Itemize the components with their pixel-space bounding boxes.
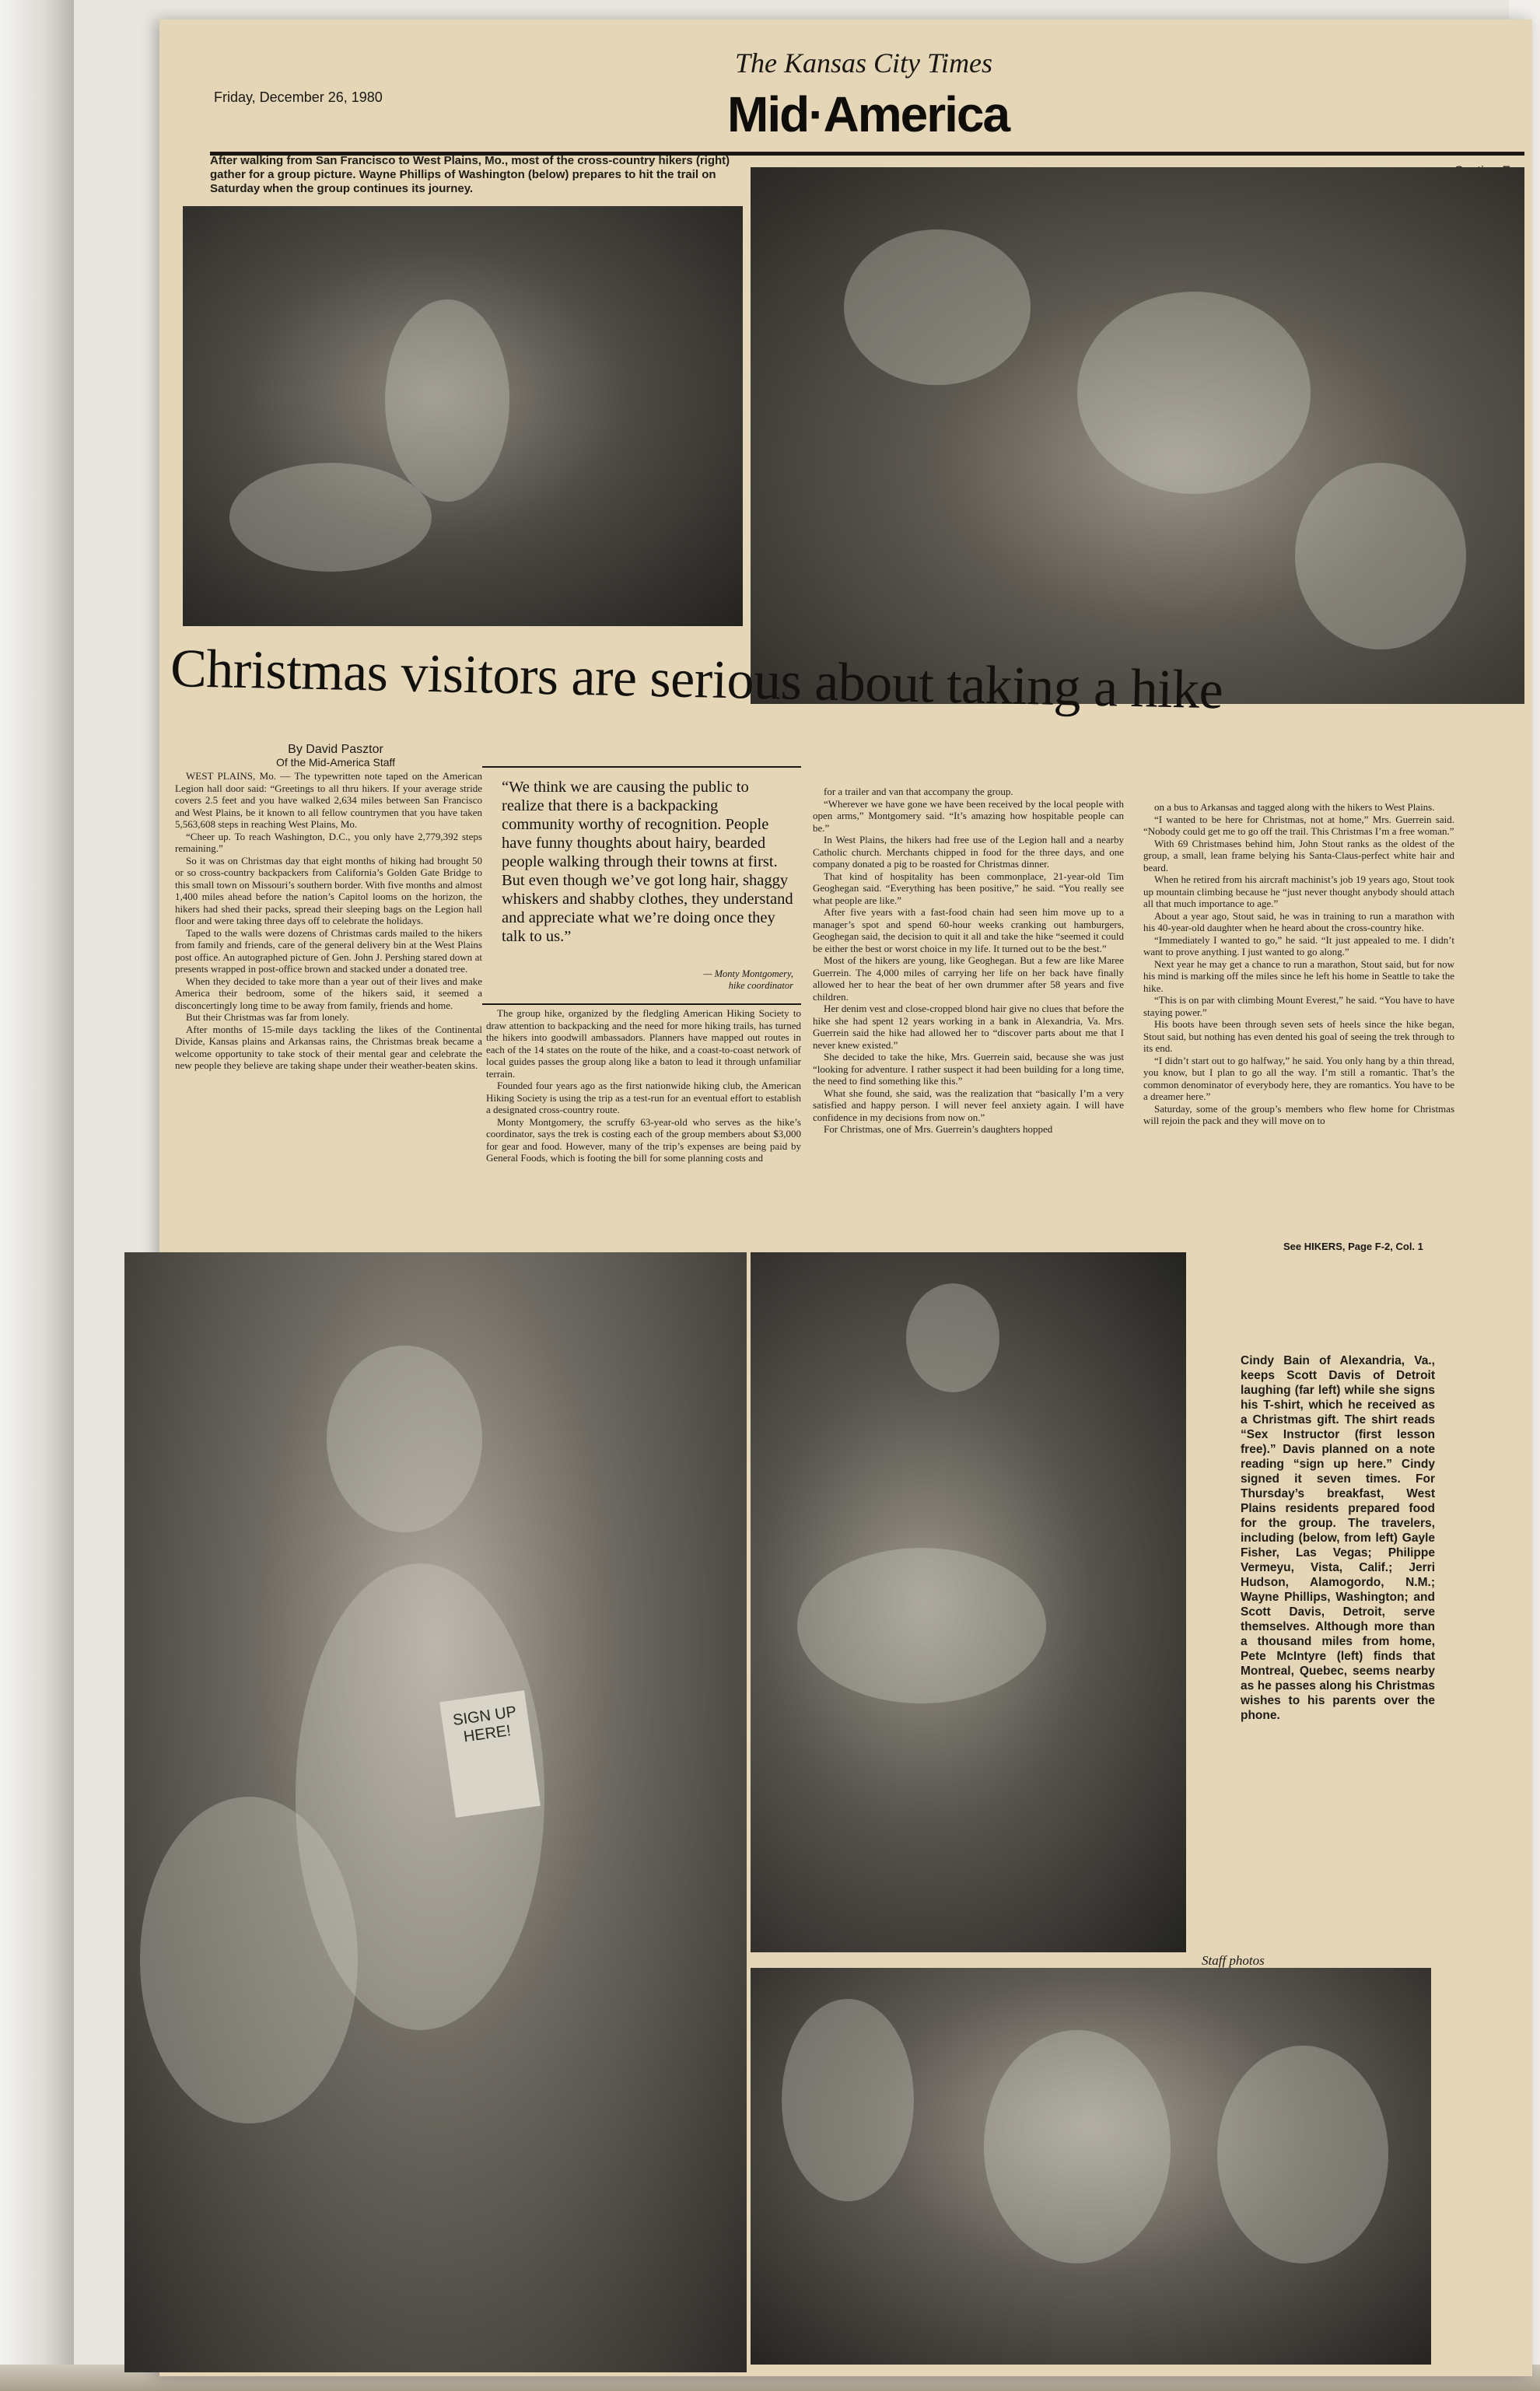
pull-quote-attribution — [603, 968, 793, 992]
credit-line-1: Staff photos — [1202, 1953, 1265, 1968]
paragraph: About a year ago, Stout said, he was in training to run a marathon with his 40-year-old daughter when he heard about the cross-country hike. — [1143, 909, 1454, 933]
paragraph: Next year he may get a chance to run a marathon, Stout said, but for now his mind is marking off the miles since he left his home in Seattle to take the hike. — [1143, 957, 1454, 994]
paragraph: Taped to the walls were dozens of Christmas cards mailed to the hikers from family and friends, care of the general delivery bin at the West Plains post office. An autographed picture of Gen. John J. Pershing stared down at presents wrapped in post-office brown and stacked under a donated tree. — [175, 926, 482, 975]
paragraph: WEST PLAINS, Mo. — The typewritten note taped on the American Legion hall door said: “Greetings to all thru hikers. If your average stride covers 2.5 feet and you have walked 2,634 miles between San Francisco and West Plains, be it known to all fellow countrymen that you have taken 5,563,608 steps in reaching West Plains, Mo. — [175, 770, 482, 830]
pull-quote-rule-top — [482, 766, 801, 768]
paragraph: After months of 15-mile days tackling the likes of the Continental Divide, Kansas plains and Arkansas rains, the Christmas break became a welcome opportunity to take stock of their mental gear and celebrate the new people they believe are taking shape under their weather-beaten skins. — [175, 1023, 482, 1071]
article-column-3 — [813, 786, 1124, 1276]
paragraph: His boots have been through seven sets of heels since the hike began, Stout said, but nothing has even dented his goal of seeing the trek through to its end. — [1143, 1018, 1454, 1054]
paragraph: What she found, she said, was the realization that “basically I’m a very satisfied and happy person. I will never feel anxiety again. I will have confidence in my decisions from now on.” — [813, 1087, 1124, 1123]
paragraph: But their Christmas was far from lonely. — [186, 1011, 349, 1023]
paragraph: Monty Montgomery, the scruffy 63-year-old who serves as the hike’s coordinator, says the trek is costing each of the group members about $3,000 for gear and food. However, many of the trip’s expenses are being paid by General Foods, which is footing the bill for some planning costs and — [486, 1115, 801, 1164]
paragraph: Her denim vest and close-cropped blond hair give no clues that before the hike she had spent 12 years working in a bank in Alexandria, Va. Mrs. Guerrein said the hike had allowed her to “discover parts about me that I never knew existed.” — [813, 1003, 1124, 1051]
byline — [276, 743, 395, 769]
dateline: Friday, December 26, 1980 — [214, 89, 383, 105]
attribution-title: hike coordinator — [728, 980, 793, 991]
attribution-name: — Monty Montgomery, — [703, 968, 793, 979]
pull-quote: “We think we are causing the public to realize that there is a backpacking community worthy of recognition. People have funny thoughts about hairy, bearded people walking through their towns at first. But even though we’ve got long hair, shaggy whiskers and shabby clothes, they understand and appreciate what we’re doing once they talk to us.” — [502, 779, 793, 945]
paragraph: “Wherever we have gone we have been received by the local people with open arms,” Montgomery said. “It’s amazing how hospitable people can be.” — [813, 797, 1124, 834]
masthead: The Kansas City Times — [735, 47, 993, 79]
paragraph: “Cheer up. To reach Washington, D.C., you only have 2,779,392 steps remaining.” — [175, 830, 482, 854]
photo-hiker-packing — [183, 206, 743, 626]
paragraph: Most of the hikers are young, like Geoghegan. But a few are like Maree Guerrein. The 4,000 miles of carrying her life on her back have finally allowed her to hear the beat of her own drummer after 58 years and five children. — [813, 954, 1124, 1003]
byline-staff: Of the Mid-America Staff — [276, 756, 396, 768]
paragraph: After five years with a fast-food chain had seen him move up to a manager’s spot and spend 60-hour weeks cranking out hamburgers, Geoghegan said, the decision to quit it all and take the hike “seemed it could be either the best or worst choice in my life. It turned out to be the best.” — [813, 906, 1124, 954]
paragraph: When he retired from his aircraft machinist’s job 19 years ago, Stout took up mountain climbing because he “just never thought anybody should attach all that much importance to age.” — [1143, 873, 1454, 909]
photo-phone-call — [751, 1252, 1186, 1952]
photo-breakfast — [751, 1968, 1431, 2365]
binder-edge — [0, 0, 74, 2391]
paragraph: Saturday, some of the group’s members who flew home for Christmas will rejoin the pack and they will move on to — [1143, 1102, 1454, 1126]
paragraph: for a trailer and van that accompany the group. — [824, 786, 1013, 797]
article-column-1 — [175, 770, 482, 1206]
paragraph: “This is on par with climbing Mount Everest,” he said. “You have to have staying power.” — [1143, 994, 1454, 1018]
article-column-4 — [1143, 801, 1454, 1213]
photo-laughing-hiker — [124, 1252, 747, 2372]
paragraph: “I didn’t start out to go halfway,” he said. You only hang by a thin thread, you know, but I plan to go all the way. I’m still a romantic. That’s the common denominator of everybody here, they are romantics. You have to be a dreamer here.” — [1143, 1054, 1454, 1102]
paragraph: So it was on Christmas day that eight months of hiking had brought 50 or so cross-country backpackers from California’s Golden Gate Bridge to this small town on Missouri’s southern border. With five months and almost 1,400 miles ahead before the nation’s Capitol looms on the horizon, the hikers had shed their packs, spread their sleeping bags on the Legion hall floor and were taking three days off to celebrate the holidays. — [175, 854, 482, 926]
paragraph: For Christmas, one of Mrs. Guerrein’s daughters hopped — [824, 1123, 1053, 1135]
byline-name: By David Pasztor — [288, 743, 383, 756]
paragraph: In West Plains, the hikers had free use of the Legion hall and a nearby Catholic church. Merchants chipped in food for the three days, and one company donated a pig to be roasted for Christmas dinner. — [813, 834, 1124, 870]
sign-up-note: SIGN UP HERE! — [439, 1690, 541, 1818]
photo-group-hikers — [751, 167, 1524, 704]
side-photo-caption: Cindy Bain of Alexandria, Va., keeps Scott Davis of Detroit laughing (far left) while she signs his T-shirt, which he received as a Christmas gift. The shirt reads “Sex Instructor (first lesson free).” Davis planned on a note reading “sign up here.” Cindy signed it seven times. For Thursday’s breakfast, West Plains residents prepared food for the group. The travelers, including (below, from left) Gayle Fisher, Las Vegas; Philippe Vermeyu, Vista, Calif.; Jerri Hudson, Alamogordo, N.M.; Wayne Phillips, Washington; and Scott Davis, Detroit, serve themselves. Although more than a thousand miles from home, Pete McIntyre (left) finds that Montreal, Quebec, seems nearby as he passes along his Christmas wishes to his parents over the phone. — [1241, 1354, 1435, 1722]
paragraph: The group hike, organized by the fledgling American Hiking Society to draw attention to backpacking and the need for more hiking trails, has turned the hikers into goodwill ambassadors. Planners have mapped out routes in each of the 14 states on the route of the hike, and a coast-to-coast network of local guides passes the group along like a baton to lead it through unfamiliar terrain. — [486, 1007, 801, 1080]
section-title: Mid·America — [727, 86, 1010, 142]
paragraph: on a bus to Arkansas and tagged along with the hikers to West Plains. — [1154, 801, 1435, 813]
top-photo-caption: After walking from San Francisco to West Plains, Mo., most of the cross-country hikers (right) gather for a group picture. Wayne Phillips of Washington (below) prepares to hit the trail on Saturday when the group continues its journey. — [210, 154, 730, 195]
paragraph: With 69 Christmases behind him, John Stout ranks as the oldest of the group, a small, lean frame belying his Santa-Claus-perfect white hair and beard. — [1143, 837, 1454, 873]
article-column-2 — [486, 1007, 801, 1256]
jump-line: See HIKERS, Page F-2, Col. 1 — [1283, 1241, 1423, 1252]
paragraph: “I wanted to be here for Christmas, not at home,” Mrs. Guerrein said. “Nobody could get me to go off the trail. This Christmas I’m a free woman.” — [1143, 813, 1454, 837]
headline: Christmas visitors are serious about taking a hike — [170, 638, 1224, 721]
paragraph: Founded four years ago as the first nationwide hiking club, the American Hiking Society is using the trip as a test-run for an eventual effort to establish a designated cross-country route. — [486, 1080, 801, 1115]
paragraph: “Immediately I wanted to go,” he said. “It just appealed to me. I didn’t want to prove anything. I just wanted to go along.” — [1143, 933, 1454, 957]
pull-quote-rule-bottom — [482, 1003, 801, 1005]
paragraph: That kind of hospitality has been commonplace, 21-year-old Tim Geoghegan said. “Everything has been positive,” he said. “You really see what people are like.” — [813, 870, 1124, 906]
paragraph: She decided to take the hike, Mrs. Guerrein said, because she was just “looking for adventure. I rather suspect it had been building for a long time, the need to find something like this.” — [813, 1051, 1124, 1087]
paragraph: When they decided to take more than a year out of their lives and make America their bedroom, some of the hikers said, it seemed a disconcertingly long time to be away from family, friends and home. — [175, 975, 482, 1011]
